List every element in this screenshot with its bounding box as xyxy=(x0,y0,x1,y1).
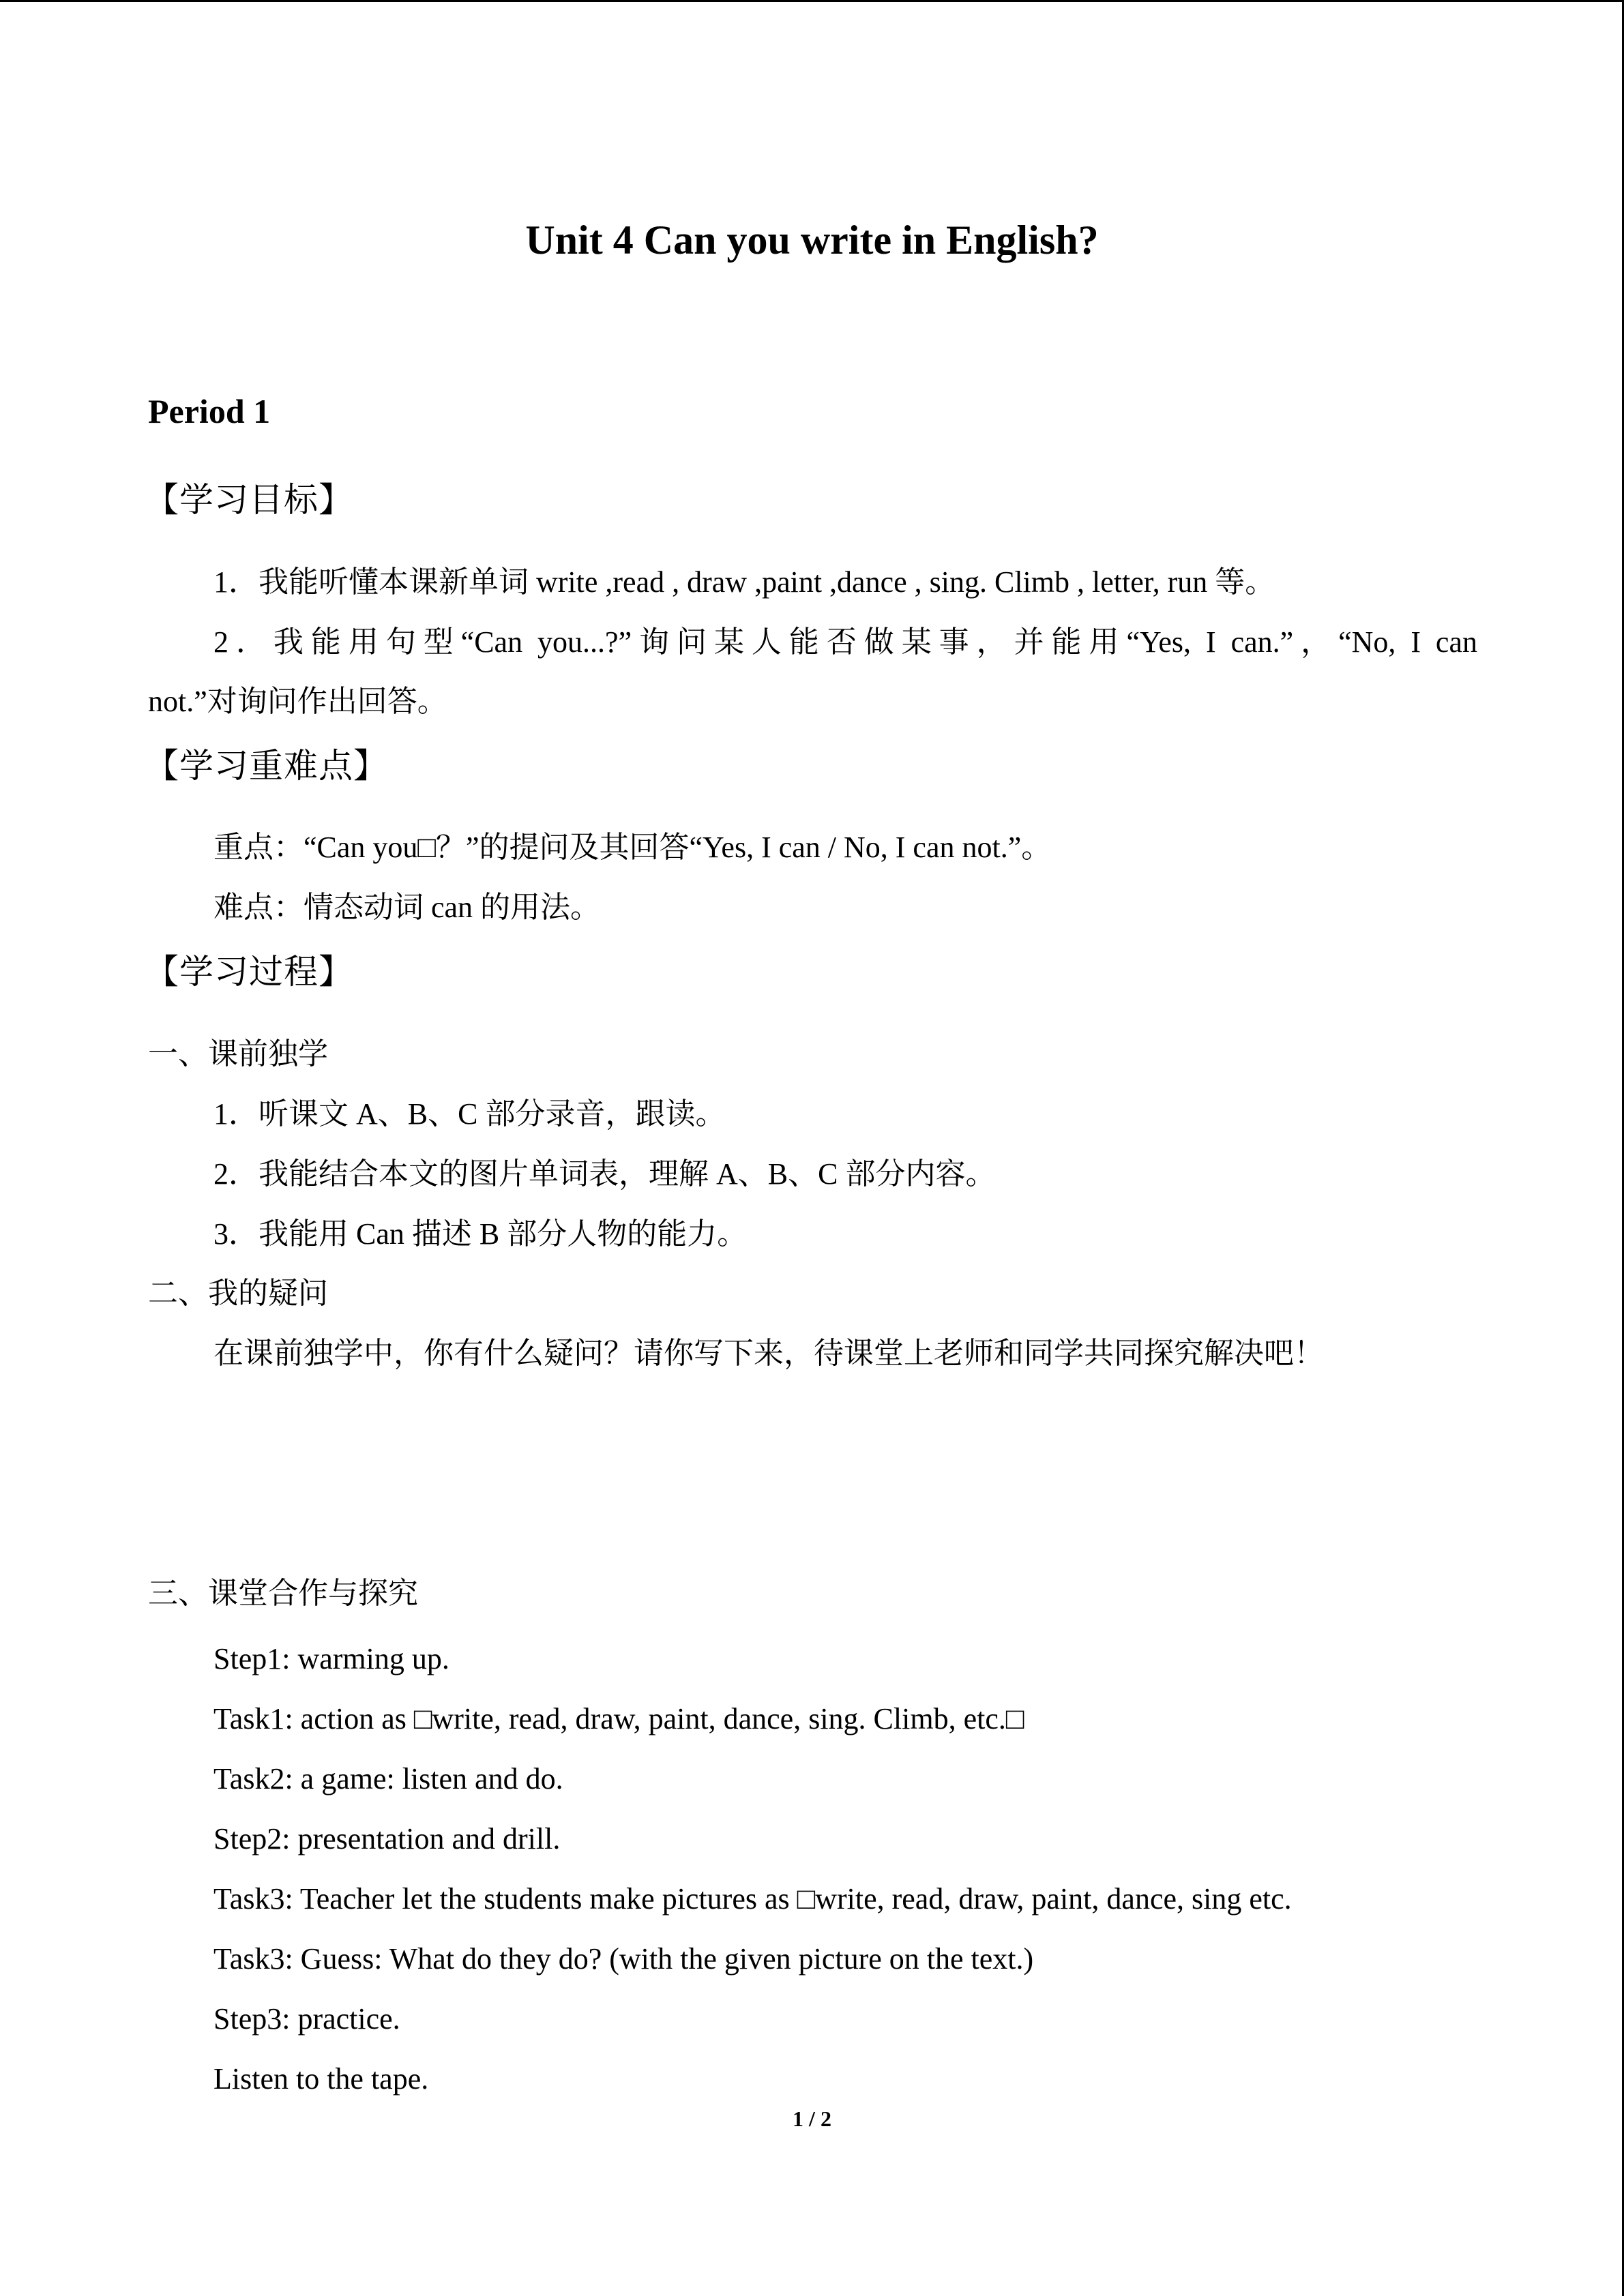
classroom-item: Task1: action as □write, read, draw, paint, dance, sing. Climb, etc.□ xyxy=(213,1702,1024,1735)
key-point-focus: 重点：“Can you□？”的提问及其回答“Yes, I can / No, I can not.”。 xyxy=(213,831,1052,864)
classroom-item: Task3: Guess: What do they do? (with the given picture on the text.) xyxy=(213,1942,1034,1976)
pre-study-item: 2．我能结合本文的图片单词表，理解 A、B、C 部分内容。 xyxy=(213,1157,996,1191)
objective-item-2-line-1: 2．我能用句型“Can you...?”询问某人能否做某事，并能用“Yes, I can.”，“No, I can xyxy=(213,625,1477,659)
classroom-item: Step2: presentation and drill. xyxy=(213,1822,561,1855)
pre-study-item: 3．我能用 Can 描述 B 部分人物的能力。 xyxy=(213,1217,748,1251)
classroom-heading: 三、课堂合作与探究 xyxy=(148,1577,418,1610)
objective-item-2-line-2: not.”对询问作出回答。 xyxy=(148,685,447,718)
key-points-heading: 【学习重难点】 xyxy=(145,746,388,786)
key-point-difficulty: 难点：情态动词 can 的用法。 xyxy=(213,891,601,924)
classroom-item: Listen to the tape. xyxy=(213,2062,429,2096)
classroom-item: Step1: warming up. xyxy=(213,1642,449,1675)
pre-study-heading: 一、课前独学 xyxy=(148,1037,328,1071)
period-heading: Period 1 xyxy=(148,392,271,430)
classroom-item: Task3: Teacher let the students make pictures as □write, read, draw, paint, dance, sing etc. xyxy=(213,1882,1292,1915)
objective-item-1: 1．我能听懂本课新单词 write ,read , draw ,paint ,dance , sing. Climb , letter, run 等。 xyxy=(213,565,1275,599)
pre-study-item: 1．听课文 A、B、C 部分录音，跟读。 xyxy=(213,1097,726,1131)
classroom-item: Task2: a game: listen and do. xyxy=(213,1762,563,1795)
page-number: 1 / 2 xyxy=(793,2106,831,2131)
process-heading: 【学习过程】 xyxy=(145,952,353,992)
classroom-item: Step3: practice. xyxy=(213,2002,400,2036)
document-title: Unit 4 Can you write in English? xyxy=(525,218,1099,263)
questions-heading: 二、我的疑问 xyxy=(148,1277,328,1310)
objectives-heading: 【学习目标】 xyxy=(145,480,353,520)
page-top-border xyxy=(0,0,1624,2)
questions-text: 在课前独学中，你有什么疑问？请你写下来，待课堂上老师和同学共同探究解决吧！ xyxy=(213,1337,1324,1370)
